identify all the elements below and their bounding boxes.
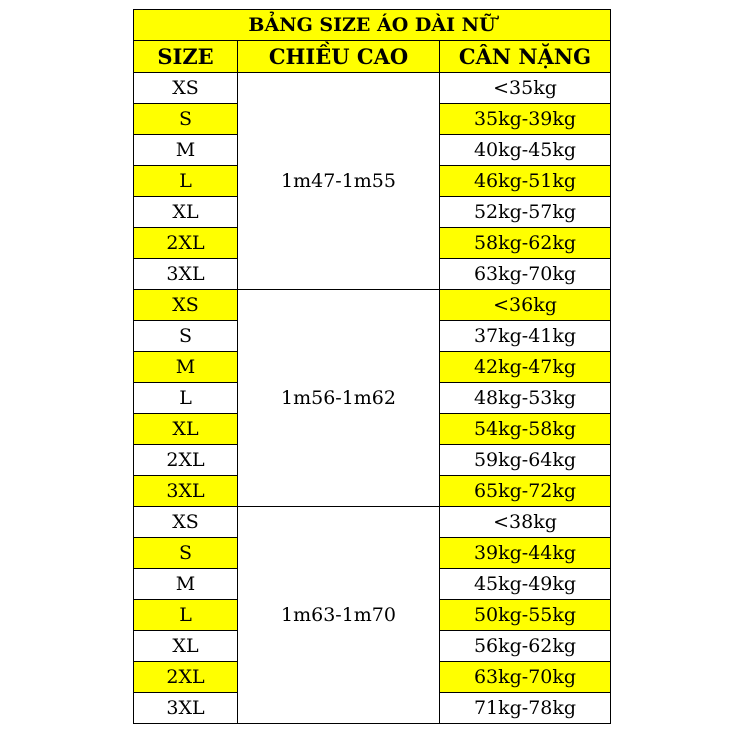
size-cell: XL bbox=[134, 197, 238, 228]
size-cell: M bbox=[134, 569, 238, 600]
weight-cell: 56kg-62kg bbox=[440, 631, 611, 662]
weight-cell: 63kg-70kg bbox=[440, 259, 611, 290]
size-table bbox=[133, 9, 611, 724]
weight-cell: <35kg bbox=[440, 73, 611, 104]
weight-cell: 37kg-41kg bbox=[440, 321, 611, 352]
size-cell: XS bbox=[134, 507, 238, 538]
size-cell: S bbox=[134, 538, 238, 569]
weight-cell: 40kg-45kg bbox=[440, 135, 611, 166]
weight-cell: 52kg-57kg bbox=[440, 197, 611, 228]
table-row bbox=[134, 507, 611, 538]
table-row bbox=[134, 290, 611, 321]
size-cell: S bbox=[134, 321, 238, 352]
size-cell: 2XL bbox=[134, 445, 238, 476]
height-range-cell: 1m63-1m70 bbox=[238, 507, 440, 724]
weight-cell: 46kg-51kg bbox=[440, 166, 611, 197]
weight-cell: 35kg-39kg bbox=[440, 104, 611, 135]
size-cell: L bbox=[134, 600, 238, 631]
weight-cell: 48kg-53kg bbox=[440, 383, 611, 414]
title-row bbox=[134, 10, 611, 41]
size-cell: XS bbox=[134, 290, 238, 321]
size-cell: 3XL bbox=[134, 259, 238, 290]
size-cell: M bbox=[134, 352, 238, 383]
weight-cell: 63kg-70kg bbox=[440, 662, 611, 693]
height-range-cell: 1m56-1m62 bbox=[238, 290, 440, 507]
table-row bbox=[134, 73, 611, 104]
weight-cell: 45kg-49kg bbox=[440, 569, 611, 600]
size-chart bbox=[133, 9, 611, 724]
size-cell: XL bbox=[134, 631, 238, 662]
column-header-size: SIZE bbox=[134, 41, 238, 73]
size-cell: S bbox=[134, 104, 238, 135]
weight-cell: 39kg-44kg bbox=[440, 538, 611, 569]
weight-cell: 54kg-58kg bbox=[440, 414, 611, 445]
weight-cell: 71kg-78kg bbox=[440, 693, 611, 724]
size-cell: 3XL bbox=[134, 693, 238, 724]
column-header-weight: CÂN NẶNG bbox=[440, 41, 611, 73]
height-range-cell: 1m47-1m55 bbox=[238, 73, 440, 290]
size-cell: XL bbox=[134, 414, 238, 445]
weight-cell: 58kg-62kg bbox=[440, 228, 611, 259]
weight-cell: <36kg bbox=[440, 290, 611, 321]
table-title: BẢNG SIZE ÁO DÀI NỮ bbox=[134, 10, 611, 41]
weight-cell: 59kg-64kg bbox=[440, 445, 611, 476]
weight-cell: 65kg-72kg bbox=[440, 476, 611, 507]
header-row bbox=[134, 41, 611, 73]
weight-cell: 50kg-55kg bbox=[440, 600, 611, 631]
table-body bbox=[134, 73, 611, 724]
size-cell: L bbox=[134, 166, 238, 197]
size-cell: 2XL bbox=[134, 662, 238, 693]
size-cell: 2XL bbox=[134, 228, 238, 259]
weight-cell: <38kg bbox=[440, 507, 611, 538]
weight-cell: 42kg-47kg bbox=[440, 352, 611, 383]
size-cell: L bbox=[134, 383, 238, 414]
size-cell: M bbox=[134, 135, 238, 166]
size-cell: XS bbox=[134, 73, 238, 104]
column-header-height: CHIỀU CAO bbox=[238, 41, 440, 73]
size-cell: 3XL bbox=[134, 476, 238, 507]
